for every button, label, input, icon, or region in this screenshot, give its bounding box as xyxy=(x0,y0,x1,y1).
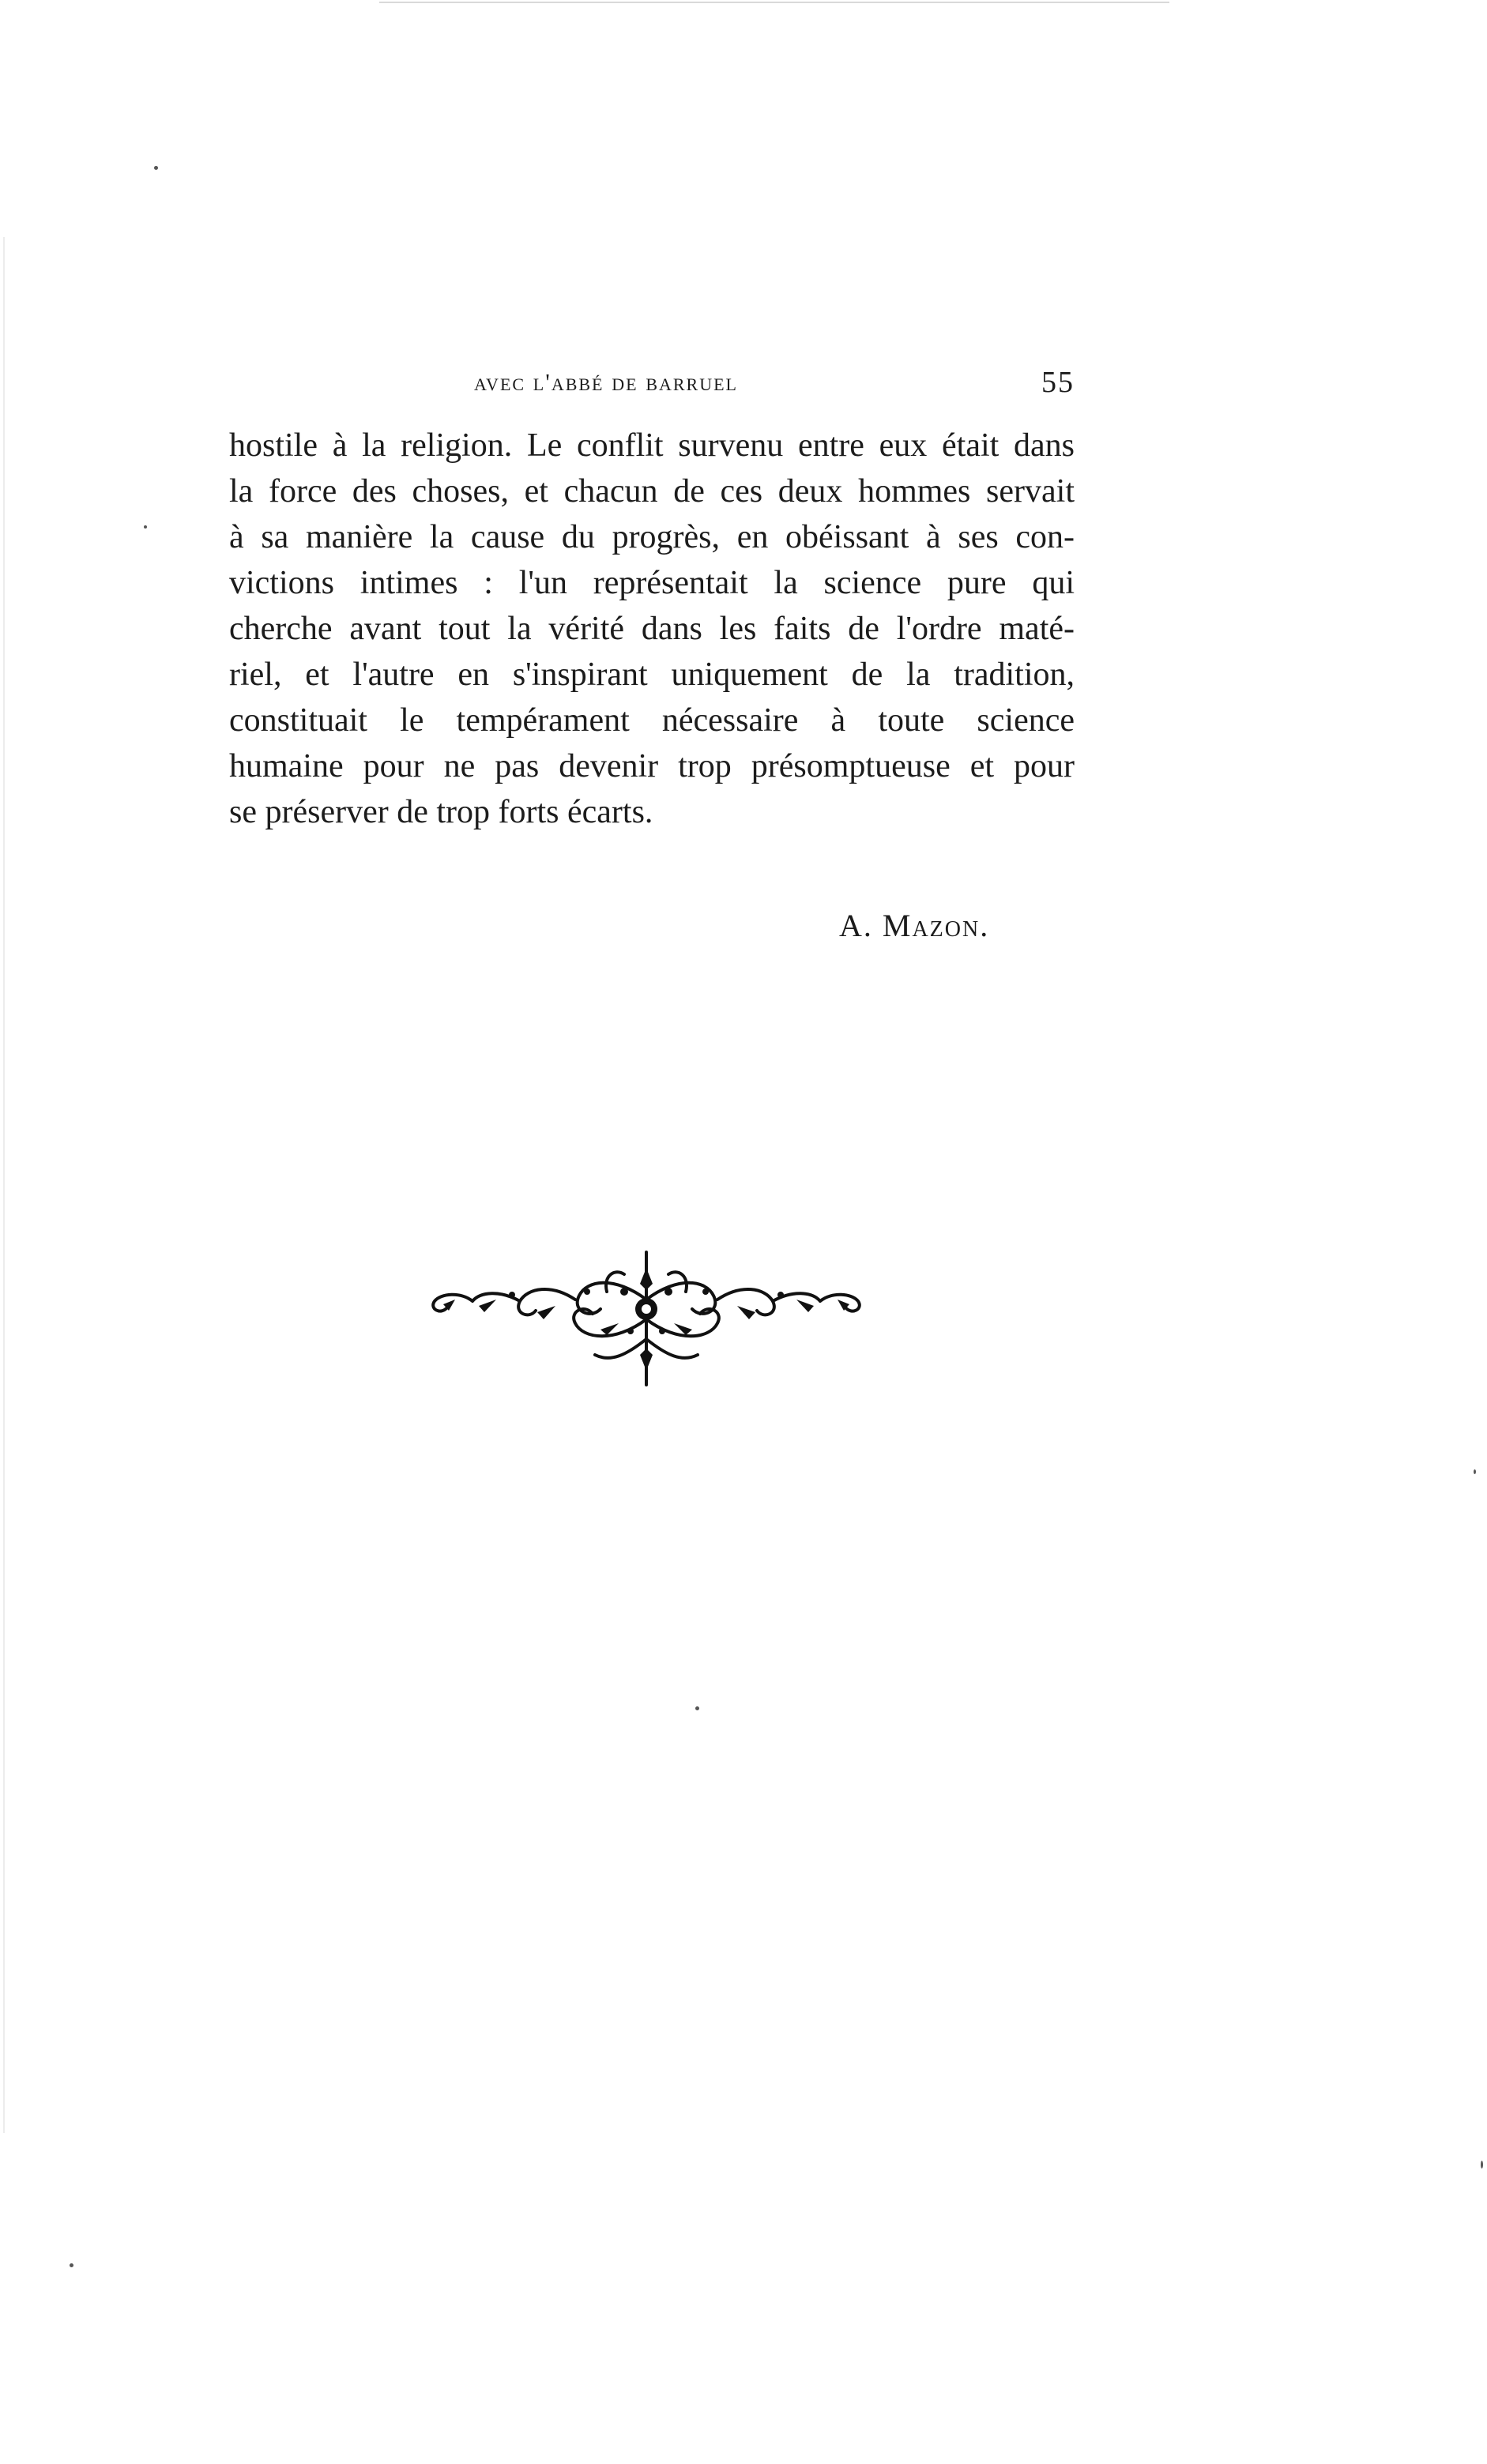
scan-speck xyxy=(695,1706,699,1710)
signature-name: Mazon. xyxy=(882,908,990,943)
text-line: à sa manière la cause du progrès, en obéissant à ses con- xyxy=(229,519,1075,555)
body-paragraph xyxy=(229,423,1075,835)
text-line: se préserver de trop forts écarts. xyxy=(229,794,653,830)
author-signature xyxy=(839,907,989,944)
text-line: riel, et l'autre en s'inspirant uniquement de la tradition, xyxy=(229,656,1075,693)
floral-tailpiece-ornament-icon xyxy=(417,1244,875,1390)
scan-speck xyxy=(1481,2161,1483,2169)
running-title: avec l'abbé de barruel xyxy=(474,368,738,396)
text-line: humaine pour ne pas devenir trop présomptueuse et pour xyxy=(229,748,1075,784)
page-number: 55 xyxy=(1041,366,1075,399)
text-line: victions intimes : l'un représentait la science pure qui xyxy=(229,565,1075,601)
scan-speck xyxy=(1474,1469,1476,1474)
signature-initial: A. xyxy=(839,908,873,943)
text-line: constituait le tempérament nécessaire à toute science xyxy=(229,702,1075,739)
scan-speck xyxy=(70,2263,73,2267)
text-line: hostile à la religion. Le conflit survenu entre eux était dans xyxy=(229,427,1075,464)
scan-speck xyxy=(154,166,158,170)
scan-speck xyxy=(144,525,147,529)
scan-edge-top xyxy=(379,2,1169,3)
running-head xyxy=(229,365,1075,404)
text-line: la force des choses, et chacun de ces deux hommes servait xyxy=(229,473,1075,510)
scan-edge-left xyxy=(3,237,5,2133)
text-line: cherche avant tout la vérité dans les faits de l'ordre maté- xyxy=(229,611,1075,647)
